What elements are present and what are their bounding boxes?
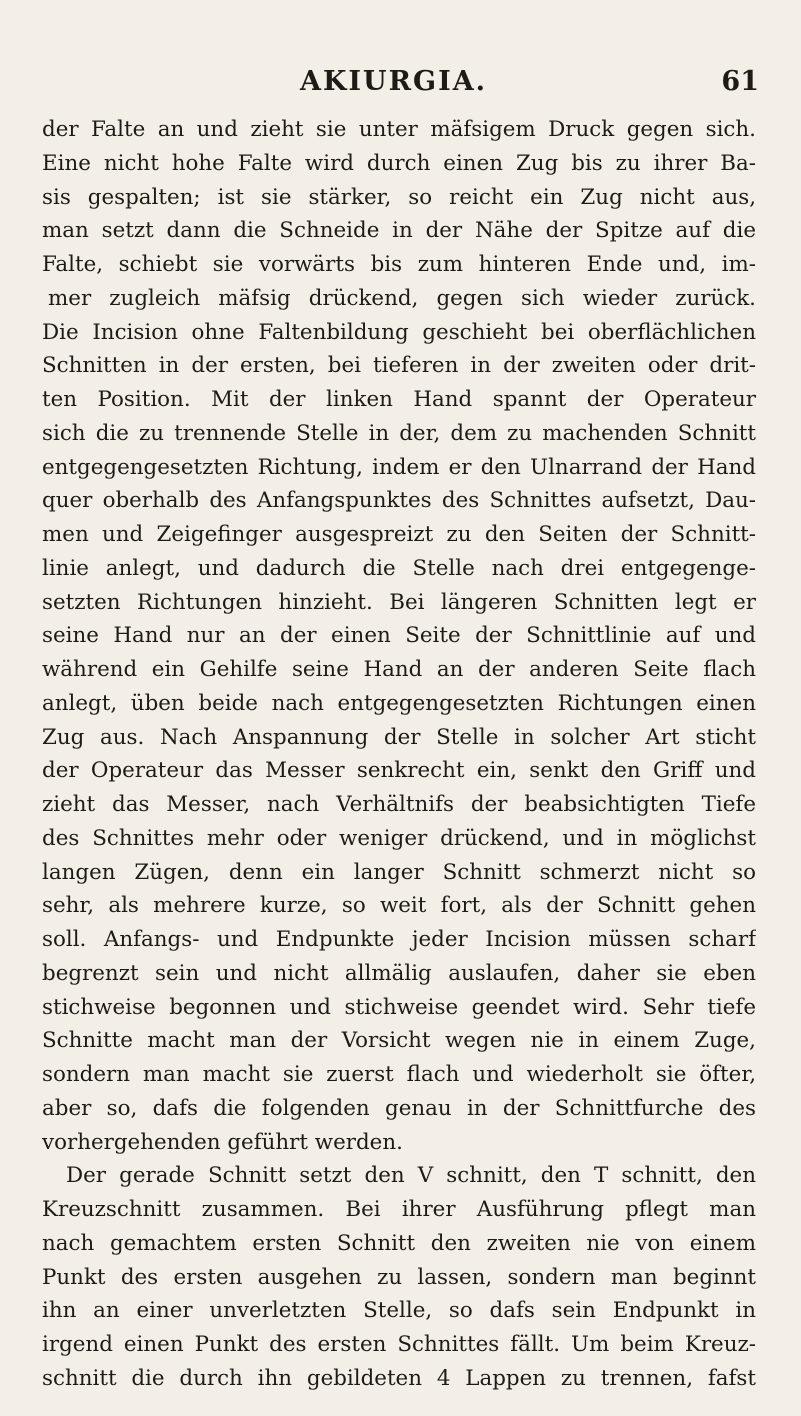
text-line: men und Zeigefinger ausgespreizt zu den Seiten der Schnitt- — [42, 522, 756, 547]
text-line: irgend einen Punkt des ersten Schnittes fällt. Um beim Kreuz- — [42, 1332, 756, 1357]
text-line: sich die zu trennende Stelle in der, dem zu machenden Schnitt — [42, 420, 756, 446]
text-line: ten Position. Mit der linken Hand spannt der Operateur — [42, 387, 756, 412]
body-text — [42, 113, 756, 1396]
text-line: linie anlegt, und dadurch die Stelle nach drei entgegenge- — [42, 555, 756, 581]
text-line: Eine nicht hohe Falte wird durch einen Zug bis zu ihrer Ba- — [42, 150, 756, 176]
text-line: ihn an einer unverletzten Stelle, so dafs sein Endpunkt in — [42, 1298, 756, 1324]
text-line: nach gemachtem ersten Schnitt den zweiten nie von einem — [42, 1230, 756, 1256]
text-line: Der gerade Schnitt setzt den V schnitt, den T schnitt, den — [66, 1163, 756, 1189]
text-line: stichweise begonnen und stichweise geendet wird. Sehr tiefe — [42, 994, 756, 1020]
text-line: Zug aus. Nach Anspannung der Stelle in solcher Art sticht — [42, 724, 756, 750]
text-line: Falte, schiebt sie vorwärts bis zum hinteren Ende und, im- — [42, 252, 756, 277]
running-header — [0, 66, 801, 106]
text-line: sondern man macht sie zuerst flach und wiederholt sie öfter, — [42, 1062, 756, 1087]
text-line: zieht das Messer, nach Verhältnifs der beabsichtigten Tiefe — [42, 792, 756, 817]
text-line: schnitt die durch ihn gebildeten 4 Lappen zu trennen, fafst — [42, 1365, 756, 1391]
text-line: entgegengesetzten Richtung, indem er den Ulnarrand der Hand — [42, 454, 756, 480]
text-line: Kreuzschnitt zusammen. Bei ihrer Ausführung pflegt man — [42, 1197, 756, 1222]
text-line: begrenzt sein und nicht allmälig auslaufen, daher sie eben — [42, 960, 756, 986]
text-line: seine Hand nur an der einen Seite der Schnittlinie auf und — [42, 623, 756, 649]
text-line: anlegt, üben beide nach entgegengesetzten Richtungen einen — [42, 690, 756, 716]
text-line: Punkt des ersten ausgehen zu lassen, sondern man beginnt — [42, 1264, 756, 1290]
text-line: Schnitte macht man der Vorsicht wegen nie in einem Zuge, — [42, 1028, 756, 1054]
text-line: der Operateur das Messer senkrecht ein, senkt den Griff und — [42, 758, 756, 784]
text-line: man setzt dann die Schneide in der Nähe der Spitze auf die — [42, 218, 756, 244]
page-number: 61 — [721, 66, 759, 97]
text-line: während ein Gehilfe seine Hand an der anderen Seite flach — [42, 657, 756, 682]
text-line: sis gespalten; ist sie stärker, so reicht ein Zug nicht aus, — [42, 184, 756, 210]
text-line: sehr, als mehrere kurze, so weit fort, als der Schnitt gehen — [42, 893, 756, 919]
running-title: AKIURGIA. — [300, 66, 488, 97]
text-line: des Schnittes mehr oder weniger drückend, und in möglichst — [42, 825, 756, 851]
text-line: aber so, dafs die folgenden genau in der Schnittfurche des — [42, 1095, 756, 1121]
text-line: vorhergehenden geführt werden. — [42, 1129, 403, 1155]
text-line: soll. Anfangs- und Endpunkte jeder Incision müssen scharf — [42, 927, 756, 952]
text-line: der Falte an und zieht sie unter mäfsigem Druck gegen sich. — [42, 117, 756, 142]
text-line: quer oberhalb des Anfangspunktes des Schnittes aufsetzt, Dau- — [42, 488, 756, 514]
text-line: mer zugleich mäfsig drückend, gegen sich wieder zurück. — [48, 285, 756, 311]
text-line: setzten Richtungen hinzieht. Bei längeren Schnitten legt er — [42, 589, 756, 615]
text-line: Die Incision ohne Faltenbildung geschieht bei oberflächlichen — [42, 319, 756, 345]
text-line: langen Zügen, denn ein langer Schnitt schmerzt nicht so — [42, 859, 756, 885]
text-line: Schnitten in der ersten, bei tieferen in der zweiten oder drit- — [42, 353, 756, 379]
